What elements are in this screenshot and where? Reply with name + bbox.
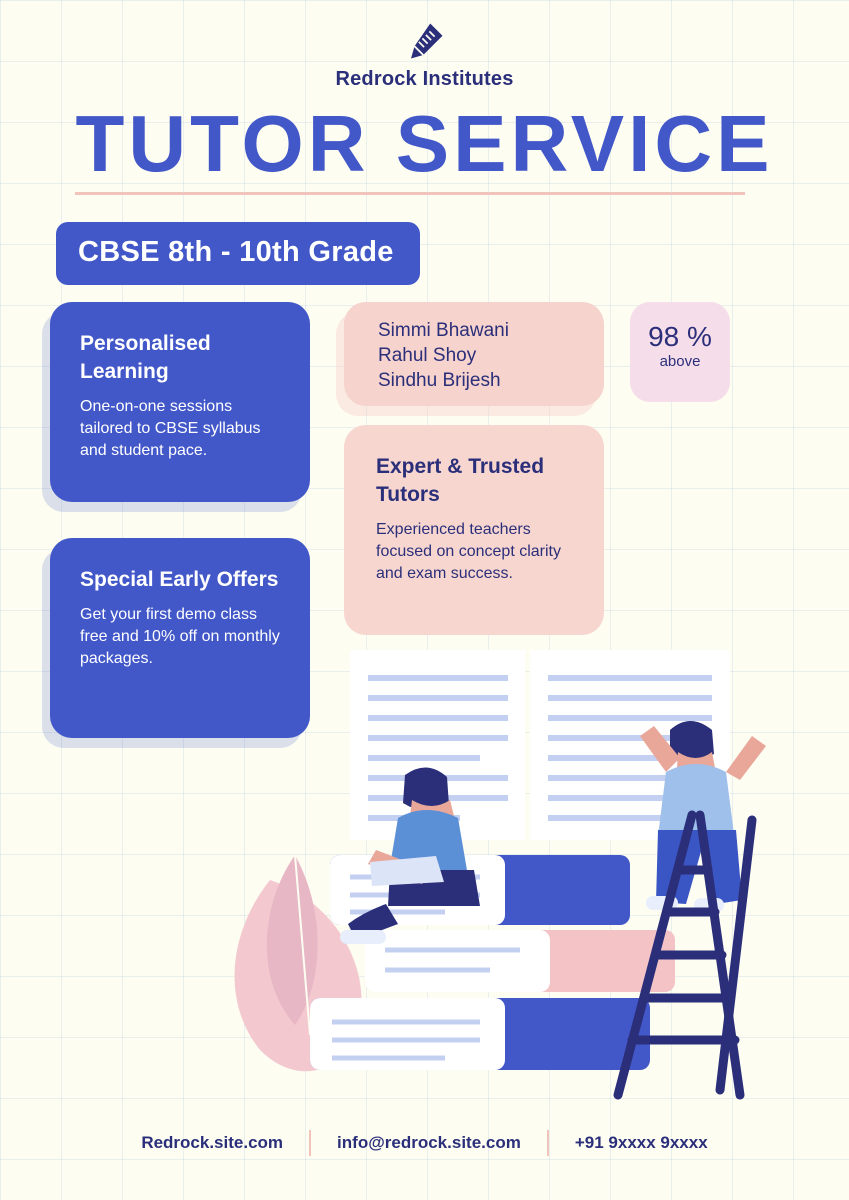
- footer-website[interactable]: Redrock.site.com: [141, 1133, 284, 1152]
- list-item: Simmi Bhawani: [378, 320, 509, 341]
- list-item: Rahul Shoy: [378, 345, 477, 366]
- brand-name: Redrock Institutes: [335, 68, 514, 90]
- pencil-ruler-icon: [404, 20, 446, 62]
- students-books-illustration: [200, 640, 820, 1110]
- card-title: Personalised Learning: [80, 332, 211, 383]
- brand-header: [0, 20, 849, 91]
- footer-email[interactable]: info@redrock.site.com: [337, 1133, 521, 1152]
- list-item: Sindhu Brijesh: [378, 370, 501, 391]
- card-title: Expert & Trusted Tutors: [376, 455, 545, 506]
- card-title: Special Early Offers: [80, 568, 279, 591]
- grade-badge: CBSE 8th - 10th Grade: [56, 222, 420, 285]
- footer-contact-bar: [0, 1130, 849, 1156]
- card-tutor-names: [344, 302, 604, 406]
- book-stack: [310, 855, 675, 1070]
- card-success-stat: [630, 302, 730, 402]
- footer-phone[interactable]: +91 9xxxx 9xxxx: [574, 1133, 708, 1152]
- stat-label: above: [659, 353, 701, 370]
- card-body: Get your first demo class free and 10% off on monthly packages.: [80, 606, 280, 667]
- card-expert-tutors: [344, 425, 604, 635]
- stat-value: 98 %: [648, 321, 712, 352]
- card-personalised-learning: [50, 302, 310, 502]
- card-body: Experienced teachers focused on concept clarity and exam success.: [376, 521, 561, 582]
- page-title: TUTOR SERVICE: [75, 99, 774, 188]
- card-body: One-on-one sessions tailored to CBSE syllabus and student pace.: [80, 398, 261, 459]
- title-divider: [75, 192, 745, 195]
